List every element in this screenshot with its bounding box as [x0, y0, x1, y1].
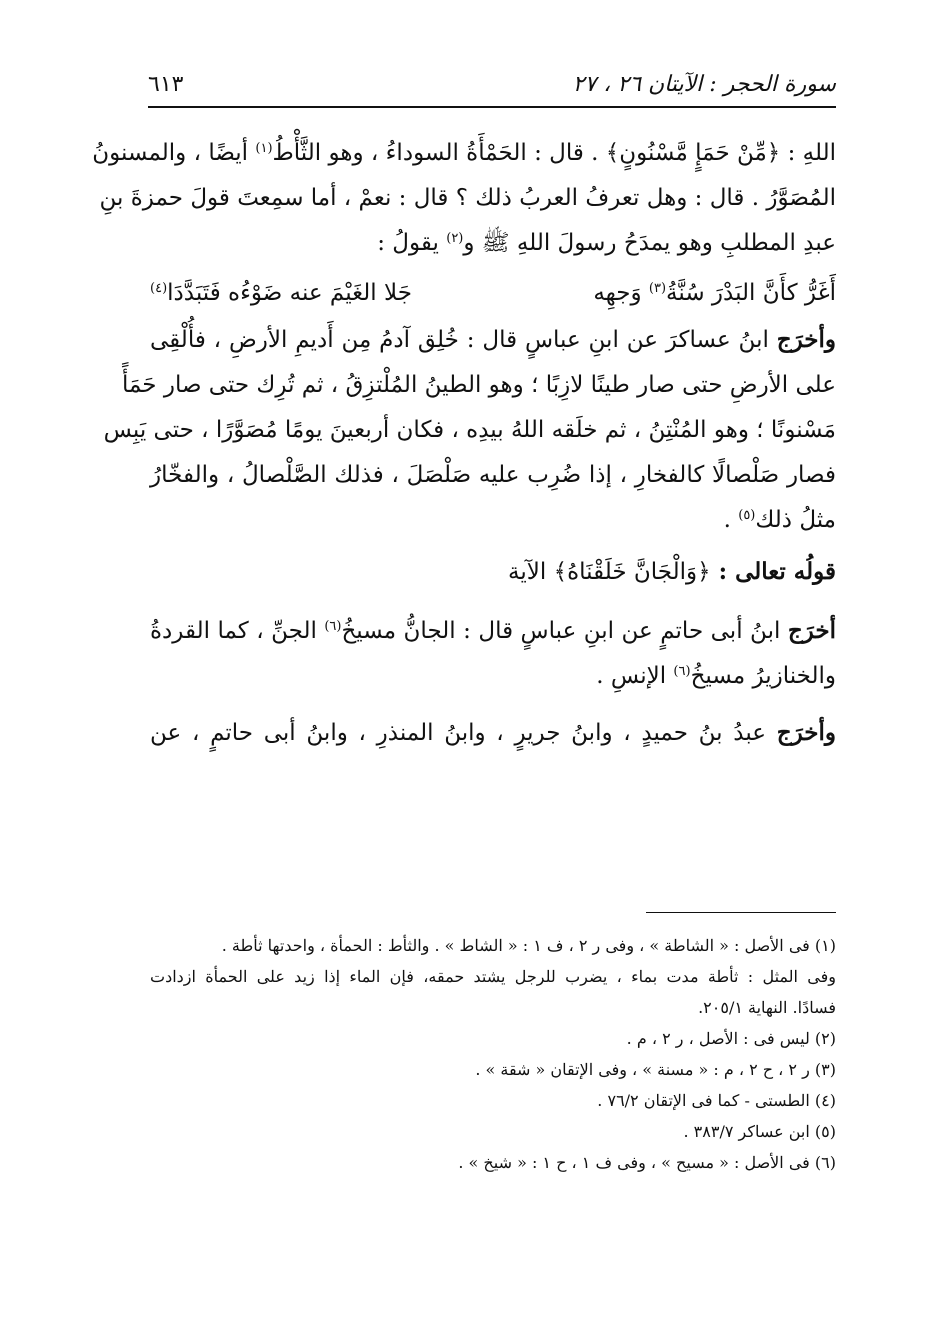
- text-line: المُصَوَّرُ . قال : وهل تعرفُ العربُ ذلك ؟ قال : نعمْ ، أما سمِعتَ قولَ حمزةَ بنِ: [99, 185, 836, 211]
- verse-hemistich-first: أَغَرُّ كأَنَّ البَدْرَ سُنَّةُ$^{(٣)}$ وَجهِه: [593, 280, 836, 306]
- footnote-line: فسادًا. النهاية ٢٠٥/١.: [698, 998, 836, 1017]
- footnote-line: وفى المثل : ثأطة مدت بماء ، يضرب للرجل يشتد حمقه، فإن الماء إذا زيد على الحمأة ازدادت: [150, 967, 836, 986]
- text-line: أخرَج ابنُ أبى حاتمٍ عن ابنِ عباسٍ قال : الجانُّ مسيخُ$^{(٦)}$ الجنِّ ، كما القردةُ: [150, 617, 836, 644]
- text-line: اللهِ : ﴿مِّنْ حَمَإٍ مَّسْنُونٍ﴾ . قال : الحَمْأَةُ السوداءُ ، وهو الثَّأْطُ$^{(١)}$ أيضًا ، والمسنونُ: [92, 140, 836, 166]
- keyword: وأخرَج: [776, 719, 836, 746]
- footnote-line: (١) فى الأصل : « الشاطة » ، وفى ر ٢ ، ف ١ : « الشاط » . والثأط : الحمأة ، واحدتها ثأطة .: [221, 936, 836, 955]
- section-heading: قولُه تعالى : ﴿وَالْجَانَّ خَلَقْنَاهُ﴾ الآية: [508, 558, 836, 585]
- keyword: أخرَج: [787, 617, 836, 644]
- poem-verse: [150, 271, 836, 315]
- running-header: [148, 62, 836, 106]
- footnote-line: (٥) ابن عساكر ٣٨٣/٧ .: [683, 1122, 836, 1141]
- main-text: [92, 128, 836, 753]
- footnote-marker: (٤): [150, 281, 168, 296]
- footnote-rule: [646, 912, 836, 913]
- text-line: وأخرَج ابنُ عساكرَ عن ابنِ عباسٍ قال : خُلِق آدمُ مِن أَديمِ الأرضِ ، فأُلْقِى: [150, 326, 836, 353]
- footnote-marker: (٦): [324, 619, 342, 634]
- footnote-line: (٤) الطستى - كما فى الإتقان ٧٦/٢ .: [597, 1091, 836, 1110]
- footnote-marker: (٢): [446, 231, 464, 246]
- footnotes: [150, 930, 836, 1178]
- text-line: وأخرَج عبدُ بنُ حميدٍ ، وابنُ جريرٍ ، وابنُ المنذرِ ، وابنُ أبى حاتمٍ ، عن: [150, 719, 836, 746]
- text-line: مثلُ ذلك$^{(٥)}$ .: [723, 507, 836, 533]
- footnote-marker: (٣): [648, 281, 667, 296]
- footnote-marker: (١): [255, 141, 273, 156]
- text-line: مَسْنونًا ؛ وهو المُنْتِنُ ، ثم خلَقه اللهُ بيدِه ، فكان أربعينَ يومًا مُصَوَّرًا ، حتى يَبِس: [103, 417, 836, 443]
- footnote-line: (٢) ليس فى : الأصل ، ر ٢ ، م .: [626, 1029, 836, 1048]
- footnote-marker: (٥): [738, 508, 756, 523]
- running-title: سورة الحجر : الآيتان ٢٦ ، ٢٧: [572, 71, 836, 97]
- text-line: عبدِ المطلبِ وهو يمدَحُ رسولَ اللهِ ﷺ و$^{(٢)}$ يقولُ :: [377, 230, 836, 256]
- header-rule: [148, 106, 836, 108]
- text-line: فصار صَلْصالًا كالفخارِ ، إذا ضُرِب عليه صَلْصَلَ ، فذلك الصَّلْصالُ ، والفخّارُ: [150, 462, 836, 488]
- text-line: على الأرضِ حتى صار طينًا لازِبًا ؛ وهو الطينُ المُلْتزِقُ ، ثم تُرِك حتى صار حَمَأً: [122, 372, 836, 398]
- keyword: وأخرَج: [776, 326, 836, 353]
- page-number: ٦١٣: [148, 71, 184, 97]
- footnote-line: (٦) فى الأصل : « مسيح » ، وفى ف ١ ، ح ١ : « شيخ » .: [458, 1153, 836, 1172]
- quran-quote: ﴿وَالْجَانَّ خَلَقْنَاهُ﴾ الآية: [508, 559, 711, 585]
- text-line: والخنازيرُ مسيخُ$^{(٦)}$ الإنسِ .: [596, 663, 836, 689]
- footnote-marker: (٦): [673, 664, 691, 679]
- verse-hemistich-second: جَلا الغَيْمَ عنه ضَوْءُه فَتَبَدَّدَا$^{(٤)}$: [150, 280, 412, 306]
- footnote-line: (٣) ر ٢ ، ح ٢ ، م : « مسنة » ، وفى الإتقان « شقة » .: [475, 1060, 836, 1079]
